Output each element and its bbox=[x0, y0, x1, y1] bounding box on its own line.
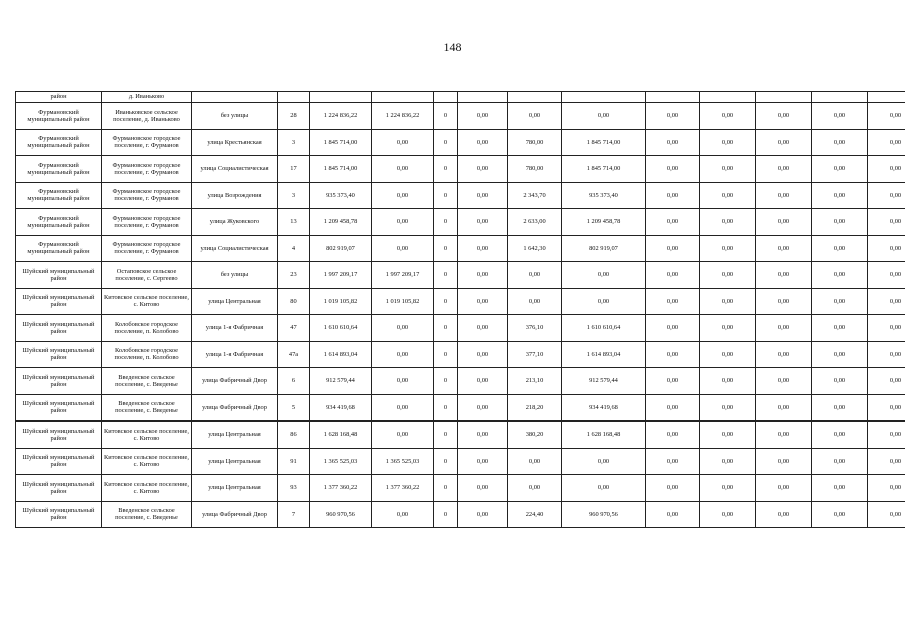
cell-cost-engineering: 960 970,56 bbox=[562, 501, 646, 528]
cell-cost-other: 0,00 bbox=[868, 368, 905, 395]
cell-municipal-district: Фурмановский муниципальный район bbox=[16, 209, 102, 236]
cell-house-number: 80 bbox=[278, 288, 310, 315]
cell-cost-facade: 0 bbox=[434, 262, 458, 289]
cell-area: 0,00 bbox=[508, 475, 562, 502]
cell-cost-basement: 0,00 bbox=[700, 341, 756, 368]
cell-settlement: Китовское сельское поселение, с. Китово bbox=[102, 448, 192, 475]
cell-area: 0,00 bbox=[508, 288, 562, 315]
cell-cost-other: 0,00 bbox=[868, 288, 905, 315]
cell-municipal-district: Шуйский муниципальный район bbox=[16, 475, 102, 502]
cell-cost-roof: 1 019 105,82 bbox=[372, 288, 434, 315]
cell-cost-other: 0,00 bbox=[868, 235, 905, 262]
cell-municipal-district: район bbox=[16, 92, 102, 103]
cell-cost-meters: 0,00 bbox=[812, 288, 868, 315]
cell-cost-meters: 0,00 bbox=[812, 103, 868, 130]
cell-cost-lift: 0,00 bbox=[646, 475, 700, 502]
cell-cost-roof: 0,00 bbox=[372, 156, 434, 183]
cell-cost-engineering: 1 845 714,00 bbox=[562, 156, 646, 183]
cell-cost-meters: 0,00 bbox=[812, 448, 868, 475]
cell-cost-lift: 0,00 bbox=[646, 501, 700, 528]
cell-cost-insulation: 0,00 bbox=[756, 129, 812, 156]
cell-house-number: 4 bbox=[278, 235, 310, 262]
cell-total-cost: 1 845 714,00 bbox=[310, 156, 372, 183]
cell-cost-basement: 0,00 bbox=[700, 156, 756, 183]
cell-cost-lift: 0,00 bbox=[646, 209, 700, 236]
cell-total-cost: 1 365 525,03 bbox=[310, 448, 372, 475]
cell-cost-engineering: 935 373,40 bbox=[562, 182, 646, 209]
cell-cost-engineering: 1 209 458,78 bbox=[562, 209, 646, 236]
cell-municipal-district: Шуйский муниципальный район bbox=[16, 448, 102, 475]
table-row bbox=[16, 235, 905, 262]
table-row bbox=[16, 368, 905, 395]
cell-house-number: 91 bbox=[278, 448, 310, 475]
cell-cost-engineering: 1 628 168,48 bbox=[562, 421, 646, 448]
cell-cost-foundation: 0,00 bbox=[458, 448, 508, 475]
cell-cost-foundation: 0,00 bbox=[458, 235, 508, 262]
cell-cost-meters: 0,00 bbox=[812, 182, 868, 209]
cell-house-number: 93 bbox=[278, 475, 310, 502]
cell-cost-lift bbox=[646, 92, 700, 103]
cell-house-number: 3 bbox=[278, 129, 310, 156]
cell-cost-other: 0,00 bbox=[868, 394, 905, 421]
cell-cost-meters: 0,00 bbox=[812, 421, 868, 448]
cell-area: 380,20 bbox=[508, 421, 562, 448]
cell-cost-foundation: 0,00 bbox=[458, 262, 508, 289]
table-row bbox=[16, 341, 905, 368]
cell-street: без улицы bbox=[192, 262, 278, 289]
cell-cost-insulation: 0,00 bbox=[756, 341, 812, 368]
cell-cost-engineering: 0,00 bbox=[562, 262, 646, 289]
cell-cost-foundation: 0,00 bbox=[458, 368, 508, 395]
cell-cost-lift: 0,00 bbox=[646, 315, 700, 342]
cell-cost-insulation: 0,00 bbox=[756, 315, 812, 342]
cell-cost-roof: 0,00 bbox=[372, 421, 434, 448]
cell-street: улица Жуковского bbox=[192, 209, 278, 236]
cell-cost-foundation: 0,00 bbox=[458, 315, 508, 342]
cell-area: 780,00 bbox=[508, 129, 562, 156]
cell-total-cost: 1 997 209,17 bbox=[310, 262, 372, 289]
cell-cost-lift: 0,00 bbox=[646, 448, 700, 475]
cell-cost-insulation: 0,00 bbox=[756, 209, 812, 236]
cell-area: 780,00 bbox=[508, 156, 562, 183]
cell-cost-insulation: 0,00 bbox=[756, 156, 812, 183]
cell-settlement: Фурмановское городское поселение, г. Фурманов bbox=[102, 129, 192, 156]
cell-cost-roof: 1 377 360,22 bbox=[372, 475, 434, 502]
cell-cost-basement: 0,00 bbox=[700, 394, 756, 421]
cell-cost-foundation: 0,00 bbox=[458, 394, 508, 421]
cell-street bbox=[192, 92, 278, 103]
cell-cost-roof: 1 365 525,03 bbox=[372, 448, 434, 475]
cell-area: 376,10 bbox=[508, 315, 562, 342]
cell-total-cost bbox=[310, 92, 372, 103]
cell-settlement: Фурмановское городское поселение, г. Фурманов bbox=[102, 209, 192, 236]
cell-municipal-district: Шуйский муниципальный район bbox=[16, 501, 102, 528]
cell-cost-facade: 0 bbox=[434, 156, 458, 183]
cell-cost-insulation: 0,00 bbox=[756, 475, 812, 502]
cell-cost-lift: 0,00 bbox=[646, 129, 700, 156]
cell-cost-foundation: 0,00 bbox=[458, 501, 508, 528]
cell-street: улица Социалистическая bbox=[192, 156, 278, 183]
cell-house-number: 13 bbox=[278, 209, 310, 236]
cell-cost-engineering: 0,00 bbox=[562, 475, 646, 502]
cell-cost-facade: 0 bbox=[434, 315, 458, 342]
cell-settlement: Введенское сельское поселение, с. Введенье bbox=[102, 368, 192, 395]
cell-total-cost: 1 845 714,00 bbox=[310, 129, 372, 156]
cell-street: улица Центральная bbox=[192, 448, 278, 475]
cell-cost-basement: 0,00 bbox=[700, 421, 756, 448]
cell-area: 2 633,00 bbox=[508, 209, 562, 236]
table-row bbox=[16, 209, 905, 236]
continuation-row bbox=[16, 92, 905, 103]
cell-settlement: Китовское сельское поселение, с. Китово bbox=[102, 475, 192, 502]
cell-total-cost: 934 419,68 bbox=[310, 394, 372, 421]
cell-cost-roof bbox=[372, 92, 434, 103]
cell-municipal-district: Шуйский муниципальный район bbox=[16, 341, 102, 368]
cell-street: улица Центральная bbox=[192, 421, 278, 448]
cell-cost-basement: 0,00 bbox=[700, 209, 756, 236]
cell-street: улица Центральная bbox=[192, 475, 278, 502]
cell-area: 377,10 bbox=[508, 341, 562, 368]
cell-municipal-district: Фурмановский муниципальный район bbox=[16, 156, 102, 183]
cell-settlement: Колобовское городское поселение, п. Колобово bbox=[102, 315, 192, 342]
cell-cost-other: 0,00 bbox=[868, 262, 905, 289]
cell-cost-meters: 0,00 bbox=[812, 129, 868, 156]
cell-street: без улицы bbox=[192, 103, 278, 130]
table-row bbox=[16, 448, 905, 475]
table-row bbox=[16, 156, 905, 183]
cell-municipal-district: Шуйский муниципальный район bbox=[16, 394, 102, 421]
table-row bbox=[16, 501, 905, 528]
cell-settlement: Фурмановское городское поселение, г. Фурманов bbox=[102, 156, 192, 183]
cell-municipal-district: Фурмановский муниципальный район bbox=[16, 103, 102, 130]
cell-cost-meters: 0,00 bbox=[812, 501, 868, 528]
cell-cost-other bbox=[868, 92, 905, 103]
cell-cost-meters: 0,00 bbox=[812, 235, 868, 262]
cell-cost-meters bbox=[812, 92, 868, 103]
cell-municipal-district: Шуйский муниципальный район bbox=[16, 262, 102, 289]
cell-cost-facade: 0 bbox=[434, 421, 458, 448]
cell-street: улица 1-я Фабричная bbox=[192, 315, 278, 342]
table-row bbox=[16, 129, 905, 156]
cell-cost-facade: 0 bbox=[434, 129, 458, 156]
cell-cost-facade: 0 bbox=[434, 368, 458, 395]
cell-settlement: Введенское сельское поселение, с. Введенье bbox=[102, 394, 192, 421]
cell-cost-lift: 0,00 bbox=[646, 341, 700, 368]
cell-cost-foundation: 0,00 bbox=[458, 129, 508, 156]
cell-house-number: 28 bbox=[278, 103, 310, 130]
cell-house-number bbox=[278, 92, 310, 103]
cell-cost-basement: 0,00 bbox=[700, 315, 756, 342]
cell-settlement: Китовское сельское поселение, с. Китово bbox=[102, 288, 192, 315]
cell-cost-lift: 0,00 bbox=[646, 235, 700, 262]
cell-cost-engineering: 0,00 bbox=[562, 448, 646, 475]
data-table bbox=[15, 91, 905, 528]
cell-cost-meters: 0,00 bbox=[812, 394, 868, 421]
cell-municipal-district: Фурмановский муниципальный район bbox=[16, 129, 102, 156]
cell-street: улица Фабричный Двор bbox=[192, 368, 278, 395]
cell-cost-roof: 0,00 bbox=[372, 182, 434, 209]
cell-total-cost: 1 377 360,22 bbox=[310, 475, 372, 502]
cell-cost-facade: 0 bbox=[434, 501, 458, 528]
cell-municipal-district: Шуйский муниципальный район bbox=[16, 315, 102, 342]
cell-cost-roof: 0,00 bbox=[372, 394, 434, 421]
cell-settlement: Китовское сельское поселение, с. Китово bbox=[102, 421, 192, 448]
cell-cost-lift: 0,00 bbox=[646, 368, 700, 395]
cell-cost-basement: 0,00 bbox=[700, 129, 756, 156]
table-row bbox=[16, 182, 905, 209]
cell-cost-meters: 0,00 bbox=[812, 341, 868, 368]
cell-total-cost: 935 373,40 bbox=[310, 182, 372, 209]
table-row bbox=[16, 421, 905, 448]
cell-cost-lift: 0,00 bbox=[646, 421, 700, 448]
cell-house-number: 6 bbox=[278, 368, 310, 395]
cell-total-cost: 960 970,56 bbox=[310, 501, 372, 528]
cell-cost-meters: 0,00 bbox=[812, 262, 868, 289]
cell-municipal-district: Фурмановский муниципальный район bbox=[16, 235, 102, 262]
cell-cost-roof: 0,00 bbox=[372, 501, 434, 528]
cell-cost-other: 0,00 bbox=[868, 182, 905, 209]
cell-cost-roof: 0,00 bbox=[372, 129, 434, 156]
cell-street: улица Социалистическая bbox=[192, 235, 278, 262]
cell-settlement: Введенское сельское поселение, с. Введенье bbox=[102, 501, 192, 528]
cell-municipal-district: Шуйский муниципальный район bbox=[16, 368, 102, 395]
cell-cost-meters: 0,00 bbox=[812, 368, 868, 395]
cell-cost-roof: 0,00 bbox=[372, 368, 434, 395]
table-row bbox=[16, 288, 905, 315]
cell-cost-roof: 0,00 bbox=[372, 341, 434, 368]
cell-cost-engineering: 1 614 893,04 bbox=[562, 341, 646, 368]
cell-settlement: Иваньковское сельское поселение, д. Иваньково bbox=[102, 103, 192, 130]
cell-cost-foundation: 0,00 bbox=[458, 341, 508, 368]
cell-cost-engineering: 0,00 bbox=[562, 288, 646, 315]
cell-house-number: 5 bbox=[278, 394, 310, 421]
cell-cost-insulation: 0,00 bbox=[756, 501, 812, 528]
cell-cost-insulation: 0,00 bbox=[756, 368, 812, 395]
cell-cost-lift: 0,00 bbox=[646, 262, 700, 289]
cell-cost-engineering: 1 845 714,00 bbox=[562, 129, 646, 156]
cell-total-cost: 1 209 458,78 bbox=[310, 209, 372, 236]
cell-area: 213,10 bbox=[508, 368, 562, 395]
cell-cost-other: 0,00 bbox=[868, 341, 905, 368]
cell-total-cost: 802 919,07 bbox=[310, 235, 372, 262]
cell-municipal-district: Фурмановский муниципальный район bbox=[16, 182, 102, 209]
cell-total-cost: 1 628 168,48 bbox=[310, 421, 372, 448]
cell-cost-engineering bbox=[562, 92, 646, 103]
cell-cost-foundation bbox=[458, 92, 508, 103]
cell-house-number: 17 bbox=[278, 156, 310, 183]
cell-cost-other: 0,00 bbox=[868, 156, 905, 183]
cell-cost-basement: 0,00 bbox=[700, 103, 756, 130]
table-row bbox=[16, 475, 905, 502]
cell-area: 0,00 bbox=[508, 448, 562, 475]
cell-cost-foundation: 0,00 bbox=[458, 421, 508, 448]
cell-house-number: 23 bbox=[278, 262, 310, 289]
cell-cost-facade: 0 bbox=[434, 235, 458, 262]
cell-cost-meters: 0,00 bbox=[812, 209, 868, 236]
cell-cost-meters: 0,00 bbox=[812, 315, 868, 342]
cell-area: 218,20 bbox=[508, 394, 562, 421]
cell-cost-foundation: 0,00 bbox=[458, 103, 508, 130]
cell-cost-insulation: 0,00 bbox=[756, 103, 812, 130]
cell-cost-facade: 0 bbox=[434, 182, 458, 209]
cell-house-number: 3 bbox=[278, 182, 310, 209]
cell-cost-insulation: 0,00 bbox=[756, 394, 812, 421]
cell-area: 1 642,30 bbox=[508, 235, 562, 262]
table-row bbox=[16, 315, 905, 342]
cell-cost-other: 0,00 bbox=[868, 209, 905, 236]
cell-street: улица Фабричный Двор bbox=[192, 501, 278, 528]
cell-cost-lift: 0,00 bbox=[646, 182, 700, 209]
cell-cost-facade bbox=[434, 92, 458, 103]
cell-cost-insulation: 0,00 bbox=[756, 262, 812, 289]
cell-cost-lift: 0,00 bbox=[646, 103, 700, 130]
cell-cost-foundation: 0,00 bbox=[458, 209, 508, 236]
cell-cost-foundation: 0,00 bbox=[458, 288, 508, 315]
cell-total-cost: 1 019 105,82 bbox=[310, 288, 372, 315]
cell-cost-insulation: 0,00 bbox=[756, 288, 812, 315]
cell-municipal-district: Шуйский муниципальный район bbox=[16, 421, 102, 448]
cell-cost-other: 0,00 bbox=[868, 315, 905, 342]
cell-house-number: 86 bbox=[278, 421, 310, 448]
cell-total-cost: 1 614 893,04 bbox=[310, 341, 372, 368]
cell-cost-basement: 0,00 bbox=[700, 368, 756, 395]
cell-cost-lift: 0,00 bbox=[646, 156, 700, 183]
cell-settlement: д. Иваньково bbox=[102, 92, 192, 103]
cell-street: улица Центральная bbox=[192, 288, 278, 315]
cell-area: 0,00 bbox=[508, 262, 562, 289]
cell-cost-facade: 0 bbox=[434, 103, 458, 130]
cell-cost-engineering: 934 419,68 bbox=[562, 394, 646, 421]
cell-cost-engineering: 802 919,07 bbox=[562, 235, 646, 262]
cell-total-cost: 912 579,44 bbox=[310, 368, 372, 395]
cell-house-number: 7 bbox=[278, 501, 310, 528]
cell-total-cost: 1 224 836,22 bbox=[310, 103, 372, 130]
cell-cost-insulation: 0,00 bbox=[756, 448, 812, 475]
cell-settlement: Остаповское сельское поселение, с. Сергеево bbox=[102, 262, 192, 289]
cell-cost-basement: 0,00 bbox=[700, 182, 756, 209]
cell-cost-basement: 0,00 bbox=[700, 475, 756, 502]
cell-cost-insulation: 0,00 bbox=[756, 182, 812, 209]
cell-cost-other: 0,00 bbox=[868, 475, 905, 502]
table-row bbox=[16, 103, 905, 130]
cell-street: улица Фабричный Двор bbox=[192, 394, 278, 421]
cell-cost-engineering: 1 610 610,64 bbox=[562, 315, 646, 342]
cell-cost-other: 0,00 bbox=[868, 448, 905, 475]
cell-cost-facade: 0 bbox=[434, 475, 458, 502]
cell-cost-foundation: 0,00 bbox=[458, 475, 508, 502]
cell-cost-lift: 0,00 bbox=[646, 394, 700, 421]
cell-cost-lift: 0,00 bbox=[646, 288, 700, 315]
cell-area: 2 343,70 bbox=[508, 182, 562, 209]
cell-cost-meters: 0,00 bbox=[812, 475, 868, 502]
cell-cost-roof: 0,00 bbox=[372, 209, 434, 236]
cell-municipal-district: Шуйский муниципальный район bbox=[16, 288, 102, 315]
cell-total-cost: 1 610 610,64 bbox=[310, 315, 372, 342]
cell-street: улица 1-я Фабричная bbox=[192, 341, 278, 368]
cell-cost-insulation: 0,00 bbox=[756, 235, 812, 262]
cell-cost-roof: 0,00 bbox=[372, 315, 434, 342]
cell-settlement: Фурмановское городское поселение, г. Фурманов bbox=[102, 235, 192, 262]
page-number: 148 bbox=[443, 40, 462, 54]
cell-cost-basement bbox=[700, 92, 756, 103]
cell-cost-foundation: 0,00 bbox=[458, 182, 508, 209]
cell-house-number: 47 bbox=[278, 315, 310, 342]
cell-settlement: Колобовское городское поселение, п. Колобово bbox=[102, 341, 192, 368]
table-row bbox=[16, 394, 905, 421]
cell-area: 0,00 bbox=[508, 103, 562, 130]
cell-cost-basement: 0,00 bbox=[700, 448, 756, 475]
cell-cost-other: 0,00 bbox=[868, 103, 905, 130]
cell-cost-foundation: 0,00 bbox=[458, 156, 508, 183]
cell-cost-insulation: 0,00 bbox=[756, 421, 812, 448]
table-row bbox=[16, 262, 905, 289]
cell-cost-facade: 0 bbox=[434, 341, 458, 368]
cell-street: улица Возрождения bbox=[192, 182, 278, 209]
cell-cost-facade: 0 bbox=[434, 209, 458, 236]
cell-cost-basement: 0,00 bbox=[700, 288, 756, 315]
cell-cost-engineering: 912 579,44 bbox=[562, 368, 646, 395]
cell-cost-meters: 0,00 bbox=[812, 156, 868, 183]
cell-cost-roof: 0,00 bbox=[372, 235, 434, 262]
cell-cost-other: 0,00 bbox=[868, 129, 905, 156]
cell-cost-facade: 0 bbox=[434, 448, 458, 475]
cell-cost-roof: 1 224 836,22 bbox=[372, 103, 434, 130]
cell-area bbox=[508, 92, 562, 103]
cell-cost-insulation bbox=[756, 92, 812, 103]
cell-settlement: Фурмановское городское поселение, г. Фурманов bbox=[102, 182, 192, 209]
cell-cost-other: 0,00 bbox=[868, 501, 905, 528]
cell-area: 224,40 bbox=[508, 501, 562, 528]
cell-cost-other: 0,00 bbox=[868, 421, 905, 448]
cell-cost-basement: 0,00 bbox=[700, 501, 756, 528]
cell-cost-basement: 0,00 bbox=[700, 262, 756, 289]
cell-cost-facade: 0 bbox=[434, 394, 458, 421]
cell-cost-basement: 0,00 bbox=[700, 235, 756, 262]
cell-cost-roof: 1 997 209,17 bbox=[372, 262, 434, 289]
cell-cost-facade: 0 bbox=[434, 288, 458, 315]
cell-house-number: 47а bbox=[278, 341, 310, 368]
cell-cost-engineering: 0,00 bbox=[562, 103, 646, 130]
cell-street: улица Крестьянская bbox=[192, 129, 278, 156]
